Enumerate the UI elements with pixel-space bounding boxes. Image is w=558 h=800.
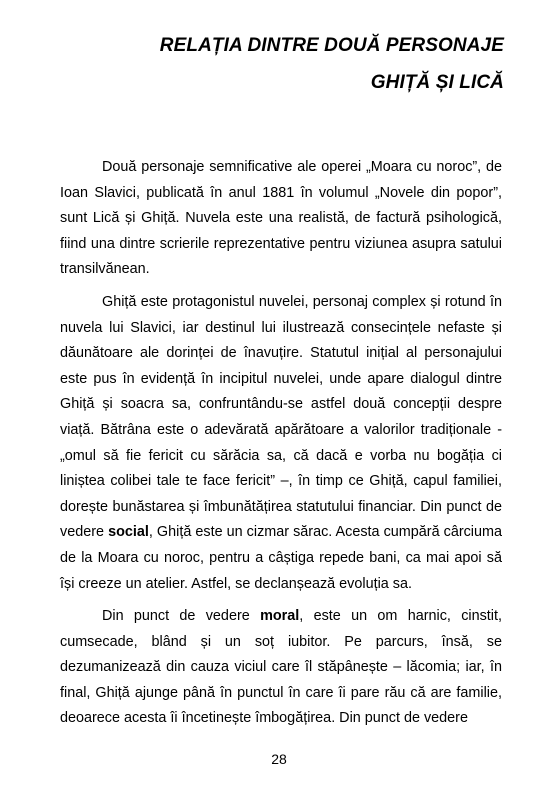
paragraph-2-text-before: Ghiță este protagonistul nuvelei, personaj complex și rotund în nuvela lui Slavici, iar destinul lui ilustrează consecințele nefaste și dăunătoare ale dorinței de înavuțire. Statutul inițial al personajului este pus în evidență în incipitul nuvelei, unde apare dialogul dintre Ghiță și soacra sa, confruntându-se astfel două concepții despre viață. Bătrâna este o adevărată apărătoare a valorilor tradiționale - „omul să fie fericit cu sărăcia sa, că dacă e vorba nu bogăția ci liniștea colibei tale te face fericit” –, în timp ce Ghiță, capul familiei, dorește bunăstarea și îmbunătățirea statutului financiar. Din punct de vedere — [60, 293, 502, 541]
page-number: 28 — [271, 751, 287, 767]
paragraph-3-text-before: Din punct de vedere — [102, 608, 261, 625]
chapter-title-line-2: GHIȚĂ ȘI LICĂ — [370, 72, 504, 93]
paragraph-2-bold-term: social — [108, 524, 149, 541]
body-text — [60, 155, 502, 732]
paragraph-1-text: Două personaje semnificative ale operei „Moara cu noroc”, de Ioan Slavici, publicată în anul 1881 în volumul „Novele din popor”, sunt Lică și Ghiță. Nuvela este una realistă, de factură psihologică, fiind una dintre scrierile reprezentative pentru viziunea asupra satului transilvănean. — [60, 159, 502, 278]
paragraph-3-text-after: , este un om harnic, cinstit, cumsecade, blând și un soț iubitor. Pe parcurs, însă, se dezumanizează din cauza viciul care îl stăpânește – lăcomia; iar, în final, Ghiță ajunge până în punctul în care îi pare rău că are familie, deoarece acesta îi încetinește îmbogățirea. Din punct de vedere — [60, 608, 502, 727]
paragraph-3 — [60, 604, 502, 732]
chapter-title-line-1: RELAȚIA DINTRE DOUĂ PERSONAJE — [159, 35, 504, 56]
paragraph-1 — [60, 155, 502, 283]
paragraph-2-text-after: , Ghiță este un cizmar sărac. Acesta cumpără cârciuma de la Moara cu noroc, pentru a câștiga repede bani, ca mai apoi să își creeze un atelier. Astfel, se declanșează evoluția sa. — [60, 524, 503, 592]
paragraph-3-bold-term: moral — [260, 608, 300, 625]
paragraph-2 — [60, 290, 502, 597]
